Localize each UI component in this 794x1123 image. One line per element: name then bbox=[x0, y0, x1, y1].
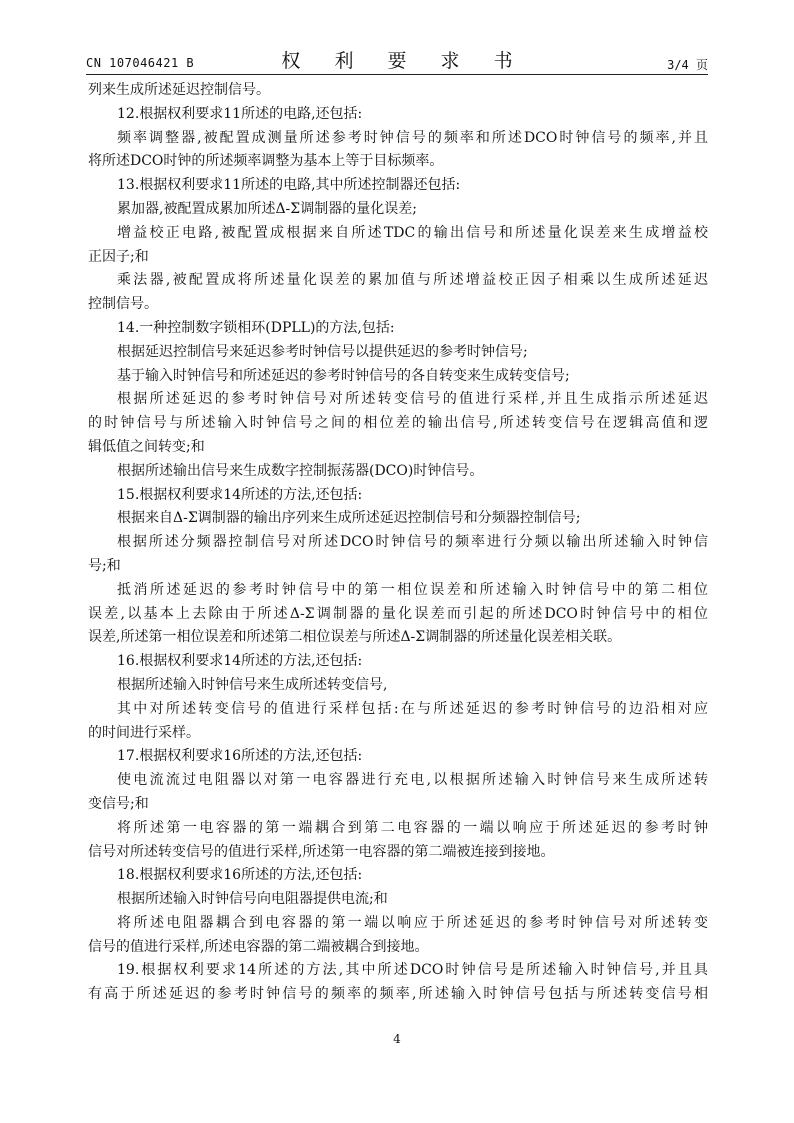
text-line: 信号对所述转变信号的值进行采样,所述第一电容器的第二端被连接到接地。 bbox=[88, 843, 555, 860]
claim-heading: 12.根据权利要求11所述的电路,还包括: bbox=[117, 105, 363, 122]
text-line: 列来生成所述延迟控制信号。 bbox=[88, 82, 270, 98]
patent-number: CN 107046421 B bbox=[86, 56, 195, 70]
text-line: 的时钟信号与所述输入时钟信号之间的相位差的输出信号,所述转变信号在逻辑高值和逻 bbox=[88, 415, 708, 432]
text-line: 根据所述输出信号来生成数字控制振荡器(DCO)时钟信号。 bbox=[117, 462, 484, 479]
text-line: 正因子;和 bbox=[88, 248, 149, 265]
text-line: 误差,所述第一相位误差和所述第二相位误差与所述Δ-Σ调制器的所述量化误差相关联。 bbox=[88, 629, 622, 646]
text-line: 将所述DCO时钟的所述频率调整为基本上等于目标频率。 bbox=[88, 153, 444, 170]
text-line: 的时间进行采样。 bbox=[88, 724, 200, 741]
page-number: 4 bbox=[393, 1032, 401, 1046]
text-line: 抵消所述延迟的参考时钟信号中的第一相位误差和所述输入时钟信号中的第二相位 bbox=[117, 581, 708, 598]
text-line: 辑低值之间转变;和 bbox=[88, 438, 205, 455]
claim-heading: 15.根据权利要求14所述的方法,还包括: bbox=[117, 486, 363, 503]
header-rule bbox=[86, 74, 708, 75]
page-reference: 3/4 页 bbox=[667, 58, 708, 72]
text-line: 控制信号。 bbox=[88, 296, 158, 313]
text-line: 根据来自Δ-Σ调制器的输出序列来生成所述延迟控制信号和分频器控制信号; bbox=[117, 510, 581, 527]
document-title: 权 利 要 求 书 bbox=[281, 50, 527, 72]
text-line: 有高于所述延迟的参考时钟信号的频率的频率,所述输入时钟信号包括与所述转变信号相 bbox=[88, 986, 708, 1003]
claim-heading: 14.一种控制数字锁相环(DPLL)的方法,包括: bbox=[117, 319, 395, 336]
text-line: 使电流流过电阻器以对第一电容器进行充电,以根据所述输入时钟信号来生成所述转 bbox=[117, 772, 708, 789]
text-line: 将所述电阻器耦合到电容器的第一端以响应于所述延迟的参考时钟信号对所述转变 bbox=[117, 914, 708, 931]
text-line: 累加器,被配置成累加所述Δ-Σ调制器的量化误差; bbox=[117, 200, 417, 217]
text-line: 变信号;和 bbox=[88, 795, 149, 812]
claim-heading: 13.根据权利要求11所述的电路,其中所述控制器还包括: bbox=[117, 177, 461, 194]
claim-heading: 18.根据权利要求16所述的方法,还包括: bbox=[117, 867, 363, 884]
text-line: 根据延迟控制信号来延迟参考时钟信号以提供延迟的参考时钟信号; bbox=[117, 343, 528, 360]
text-line: 基于输入时钟信号和所述延迟的参考时钟信号的各自转变来生成转变信号; bbox=[117, 367, 570, 384]
claim-heading: 16.根据权利要求14所述的方法,还包括: bbox=[117, 653, 363, 670]
page-header bbox=[86, 44, 708, 74]
text-line: 误差,以基本上去除由于所述Δ-Σ调制器的量化误差而引起的所述DCO时钟信号中的相位 bbox=[88, 605, 708, 622]
claim-heading: 17.根据权利要求16所述的方法,还包括: bbox=[117, 748, 363, 765]
text-line: 增益校正电路,被配置成根据来自所述TDC的输出信号和所述量化误差来生成增益校 bbox=[117, 224, 708, 241]
text-line: 其中对所述转变信号的值进行采样包括:在与所述延迟的参考时钟信号的边沿相对应 bbox=[117, 700, 708, 717]
claim-heading: 19.根据权利要求14所述的方法,其中所述DCO时钟信号是所述输入时钟信号,并且具 bbox=[117, 962, 708, 979]
text-line: 频率调整器,被配置成测量所述参考时钟信号的频率和所述DCO时钟信号的频率,并且 bbox=[117, 129, 708, 146]
text-line: 号;和 bbox=[88, 557, 121, 574]
text-line: 根据所述分频器控制信号对所述DCO时钟信号的频率进行分频以输出所述输入时钟信 bbox=[117, 534, 708, 551]
text-line: 乘法器,被配置成将所述量化误差的累加值与所述增益校正因子相乘以生成所述延迟 bbox=[117, 272, 708, 289]
claims-body bbox=[88, 79, 708, 1007]
text-line: 将所述第一电容器的第一端耦合到第二电容器的一端以响应于所述延迟的参考时钟 bbox=[117, 819, 708, 836]
text-line: 根据所述延迟的参考时钟信号对所述转变信号的值进行采样,并且生成指示所述延迟 bbox=[117, 391, 708, 408]
text-line: 根据所述输入时钟信号来生成所述转变信号, bbox=[117, 676, 388, 693]
text-line: 信号的值进行采样,所述电容器的第二端被耦合到接地。 bbox=[88, 938, 429, 955]
text-line: 根据所述输入时钟信号向电阻器提供电流;和 bbox=[117, 891, 388, 908]
